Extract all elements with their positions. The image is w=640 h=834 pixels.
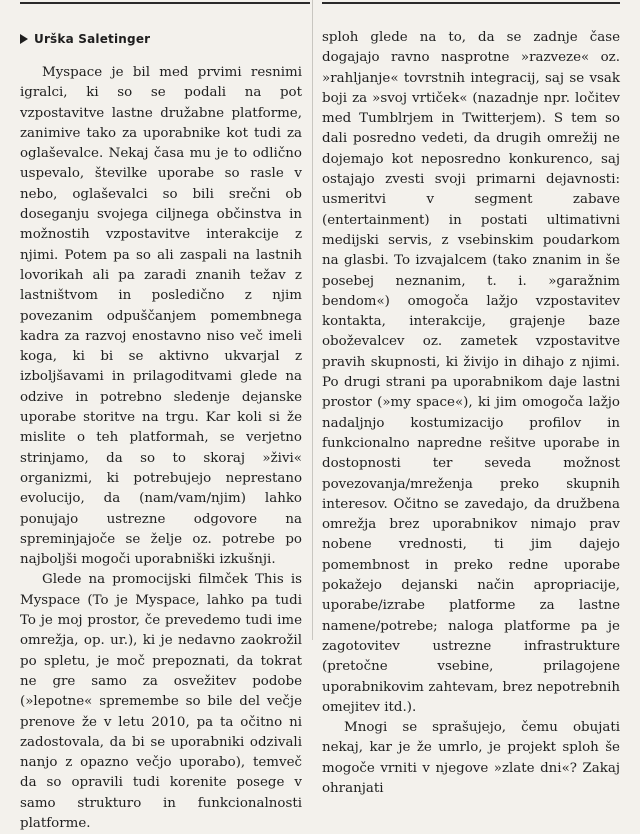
left-column bbox=[20, 63, 302, 834]
right-column bbox=[322, 28, 620, 799]
top-rule-left bbox=[20, 2, 310, 4]
right-paragraph-2: Mnogi se sprašujejo, čemu obujati nekaj, kar je že umrlo, je projekt sploh še mogoče vrniti v njegove »zlate dni«? Zakaj ohranjati bbox=[322, 720, 620, 796]
left-paragraph-2: Glede na promocijski filmček This is Myspace (To je Myspace, lahko pa tudi To je moj prostor, če prevedemo tudi ime omrežja, op. ur.), ki je nedavno zaokrožil po spletu, je moč prepoznati, da tokrat ne gre samo za osvežitev podobe (»lepotne« spremembe so bile del večje prenove že v letu 2010, pa ta očitno ni zadostovala, da bi se uporabniki odzivali nanjo z opazno večjo uporabo), temveč da so opravili tudi korenite posege v samo strukturo in funkcionalnosti platforme. bbox=[20, 572, 302, 831]
column-divider bbox=[312, 0, 313, 640]
right-paragraph-1: sploh glede na to, da se zadnje čase dogajajo ravno nasprotne »razveze« oz. »rahljanje« tovrstnih integracij, saj se vsak boji za »svoj vrtiček« (nazadnje npr. ločitev med Tumblrjem in Twitterjem). S tem so dali posredno vedeti, da drugih omrežij ne dojemajo kot neposredno konkurenco, saj ostajajo zvesti svoji primarni dejavnosti: usmeritvi v segment zabave (entertainment) in postati ultimativni medijski servis, z vsebinskim poudarkom na glasbi. To izvajalcem (tako znanim in še posebej neznanim, t. i. »garažnim bendom«) omogoča lažjo vzpostavitev kontakta, interakcije, grajenje baze oboževalcev oz. zametek vzpostavitve pravih skupnosti, ki živijo in dihajo z njimi. Po drugi strani pa uporabnikom daje lastni prostor (»my space«), ki jim omogoča lažjo nadaljnjo kostumizacijo profilov in funkcionalno napredne rešitve uporabe in dostopnosti ter seveda možnost povezovanja/mreženja preko skupnih interesov. Očitno se zavedajo, da družbena omrežja brez uporabnikov nimajo prav nobene vrednosti, ti jim dajejo pomembnost in preko redne uporabe pokažejo dejanski način apropriacije, uporabe/izrabe platforme za lastne namene/potrebe; naloga platforme pa je zagotovitev ustrezne infrastrukture (pretočne vsebine, prilagojene uporabnikovim zahtevam, brez nepotrebnih omejitev itd.). bbox=[322, 30, 620, 715]
left-paragraph-1: Myspace je bil med prvimi resnimi igralci, ki so se podali na pot vzpostavitve lastne družabne platforme, zanimive tako za uporabnike kot tudi za oglaševalce. Nekaj časa mu je to odlično uspevalo, številke uporabe so rasle v nebo, oglaševalci so bili srečni ob doseganju svojega ciljnega občinstva in možnostih vzpostavitve interakcije z njimi. Potem pa so ali zaspali na lastnih lovorikah ali pa zaradi znanih težav z lastništvom in posledično z njim povezanim odpuščanjem pomembnega kadra za razvoj enostavno niso več imeli koga, ki bi se aktivno ukvarjal z izboljšavami in prilagoditvami glede na odzive in potrebno sledenje dejanske uporabe storitve na trgu. Kar koli si že mislite o teh platformah, se verjetno strinjamo, da so to skoraj »živi« organizmi, ki potrebujejo neprestano evolucijo, da (nam/vam/njim) lahko ponujajo ustrezne odgovore na spreminjajoče se želje oz. potrebe po najboljši mogoči uporabniški izkušnji. bbox=[20, 65, 302, 568]
byline bbox=[20, 32, 150, 46]
byline-arrow-icon bbox=[20, 34, 28, 44]
top-rule-right bbox=[322, 2, 620, 4]
author-name: Urška Saletinger bbox=[34, 32, 151, 46]
